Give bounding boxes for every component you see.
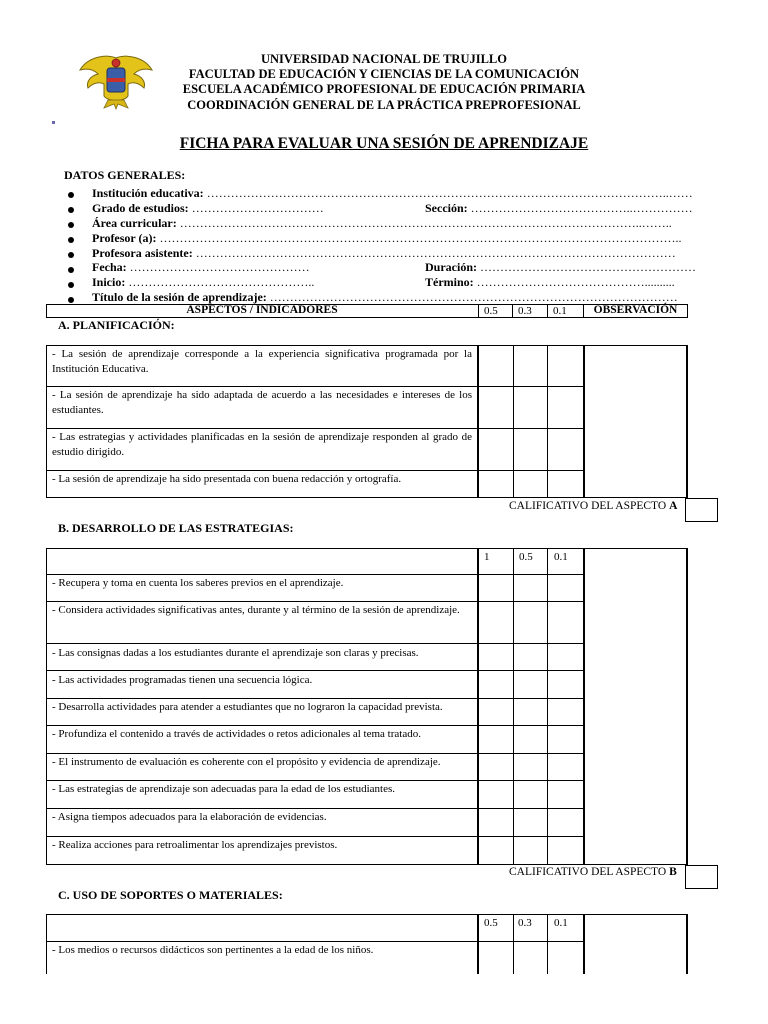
section-b-heading: B. DESARROLLO DE LAS ESTRATEGIAS: [58,521,294,535]
border [547,345,548,497]
indicator-b1: - Recupera y toma en cuenta los saberes previos en el aprendizaje. [52,577,344,589]
border [478,304,479,318]
grado-field[interactable]: Grado de estudios: …………………………… [92,201,324,215]
indicator-a3: - Las estrategias y actividades planificadas en la sesión de aprendizaje responden al grado de estudio dirigido. [52,431,472,458]
border [46,345,688,346]
school-name: ESCUELA ACADÉMICO PROFESIONAL DE EDUCACIÓN PRIMARIA [182,82,586,96]
border [547,304,548,318]
document-title: FICHA PARA EVALUAR UNA SESIÓN DE APRENDIZAJE [179,135,589,152]
section-a-heading: A. PLANIFICACIÓN: [58,318,175,332]
fecha-field[interactable]: Fecha: ……………………………………… [92,260,310,274]
border [46,836,584,837]
score-col-header: 0.5 [519,551,533,563]
bullet [68,222,74,228]
border [583,548,585,864]
indicator-b5: - Desarrolla actividades para atender a estudiantes que no lograron la capacidad prevista. [52,701,443,713]
bullet [68,192,74,198]
faculty-name: FACULTAD DE EDUCACIÓN Y CIENCIAS DE LA COMUNICACIÓN [188,67,580,81]
border [477,914,479,974]
border [46,670,584,671]
border [512,304,513,318]
border [686,345,688,497]
duracion-field[interactable]: Duración: ……………………………………………… [425,260,696,274]
aspectos-header: ASPECTOS / INDICADORES [186,304,338,316]
border [46,574,584,575]
decorative-mark [52,121,55,124]
bullet [68,297,74,303]
profesor-field[interactable]: Profesor (a): ………………………………………………………………………………………………………………….. [92,231,682,245]
border [46,548,47,864]
indicator-b2: - Considera actividades significativas antes, durante y al término de la sesión de aprendizaje. [52,604,460,616]
indicator-a1: - La sesión de aprendizaje corresponde a la experiencia significativa programada por la Institución Educativa. [52,348,472,375]
calificativo-b-box[interactable] [685,865,718,889]
indicator-c1: - Los medios o recursos didácticos son pertinentes a la edad de los niños. [52,944,374,956]
indicator-a4: - La sesión de aprendizaje ha sido presentada con buena redacción y ortografía. [52,473,402,485]
border [513,548,514,864]
border [583,914,585,974]
border [46,753,584,754]
score-col-header: 0.1 [553,305,567,317]
bullet [68,267,74,273]
indicator-b8: - Las estrategias de aprendizaje son adecuadas para la edad de los estudiantes. [52,783,395,795]
score-col-header: 0.1 [554,917,568,929]
asistente-field[interactable]: Profesora asistente: ………………………………………………………………………………………………………… [92,246,676,260]
indicator-b10: - Realiza acciones para retroalimentar los aprendizajes previstos. [52,839,338,851]
observacion-header: OBSERVACIÓN [593,304,678,316]
border [477,345,479,497]
border [583,345,585,497]
border [687,304,688,318]
indicator-b6: - Profundiza el contenido a través de actividades o retos adicionales al tema tratado. [52,728,421,740]
university-crest-icon [78,52,154,110]
score-col-header: 0.3 [518,305,532,317]
area-field[interactable]: Área curricular: ……………………………………………………………………………………………………..…….. [92,216,672,230]
border [46,780,584,781]
border [547,548,548,864]
indicator-a2: - La sesión de aprendizaje ha sido adaptada de acuerdo a las necesidades e intereses de los estudiantes. [52,389,472,416]
inicio-field[interactable]: Inicio: ……………………………………….. [92,275,315,289]
border [46,941,584,942]
border [547,914,548,974]
indicator-b3: - Las consignas dadas a los estudiantes durante el aprendizaje son claras y precisas. [52,647,419,659]
border [46,643,584,644]
border [46,864,688,865]
border [686,914,688,974]
border [46,808,584,809]
score-col-header: 0.5 [484,917,498,929]
calificativo-b-label: CALIFICATIVO DEL ASPECTO B [509,866,677,878]
border [46,470,584,471]
seccion-field[interactable]: Sección: …………………………………..…………… [425,201,693,215]
coordination-name: COORDINACIÓN GENERAL DE LA PRÁCTICA PREPROFESIONAL [187,98,581,112]
calificativo-a-box[interactable] [685,498,718,522]
university-name: UNIVERSIDAD NACIONAL DE TRUJILLO [261,52,507,66]
border [46,548,688,549]
border [477,548,479,864]
institucion-field[interactable]: Institución educativa: ……………………………………………………………………………………………………..…… [92,186,693,200]
border [686,548,688,864]
border [46,428,584,429]
score-col-header: 0.5 [484,305,498,317]
score-col-header: 0.3 [518,917,532,929]
indicator-b9: - Asigna tiempos adecuados para la elaboración de evidencias. [52,811,327,823]
bullet [68,237,74,243]
score-col-header: 1 [484,551,490,563]
indicator-b7: - El instrumento de evaluación es coherente con el propósito y evidencia de aprendizaje. [52,756,441,768]
datos-generales-heading: DATOS GENERALES: [64,168,186,182]
score-col-header: 0.1 [554,551,568,563]
bullet [68,282,74,288]
border [46,698,584,699]
titulo-sesion-field[interactable]: Título de la sesión de aprendizaje: ………………………………………………………………………………………… [92,290,678,304]
bullet [68,252,74,258]
border [46,386,584,387]
border [46,914,47,974]
border [513,345,514,497]
border [513,914,514,974]
calificativo-a-label: CALIFICATIVO DEL ASPECTO A [509,500,678,512]
bullet [68,207,74,213]
section-c-heading: C. USO DE SOPORTES O MATERIALES: [58,888,283,902]
indicator-b4: - Las actividades programadas tienen una secuencia lógica. [52,674,313,686]
border [46,345,47,497]
border [46,725,584,726]
border [46,497,688,498]
border [46,601,584,602]
termino-field[interactable]: Término: …………………………………….......... [425,275,675,289]
border [46,914,688,915]
